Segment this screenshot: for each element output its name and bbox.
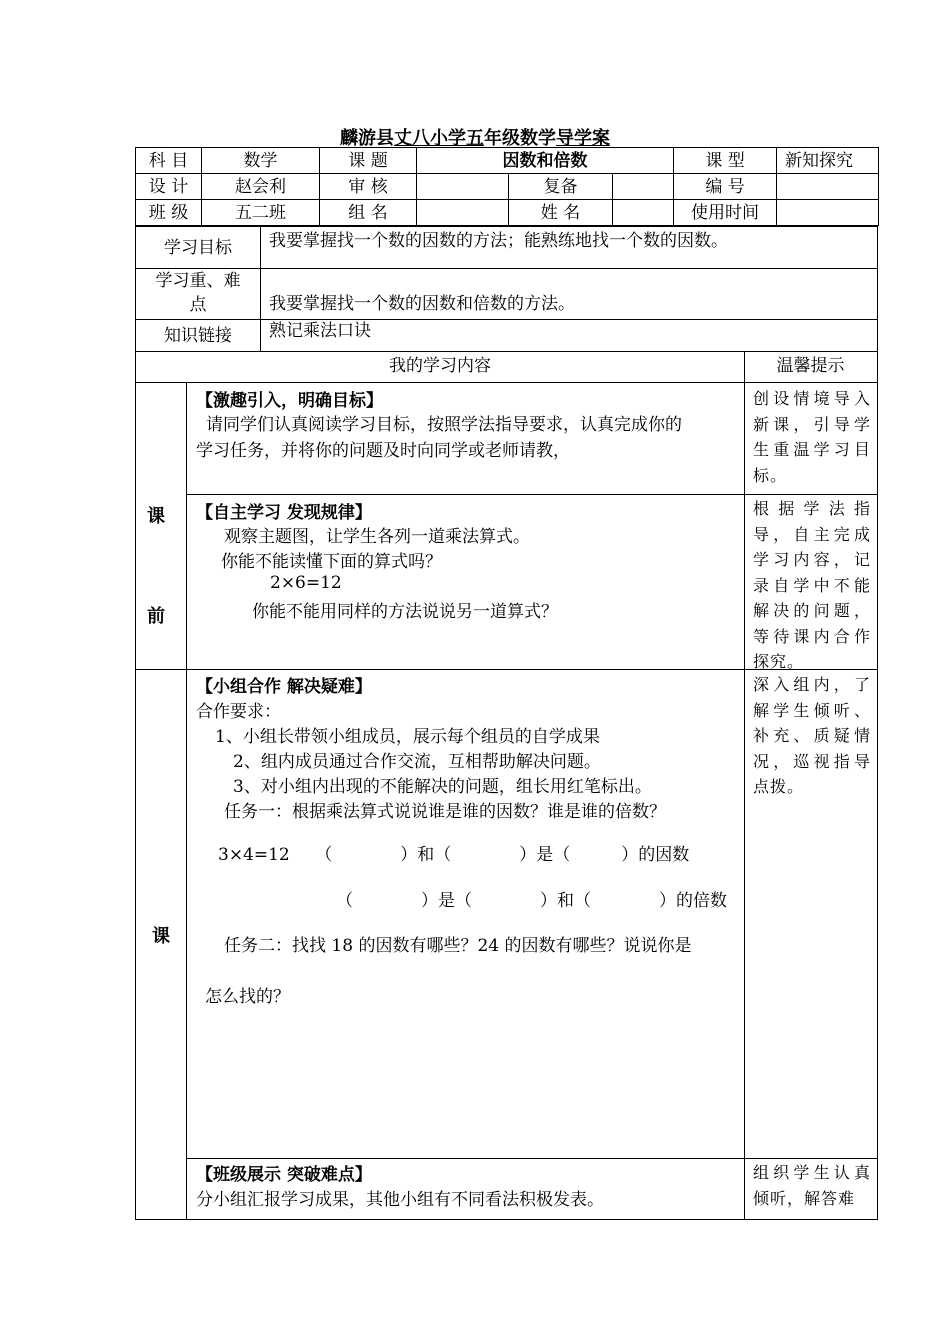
value-designer: 赵会利 [202, 174, 320, 200]
value-subject: 数学 [202, 148, 320, 174]
value-name [613, 200, 674, 226]
divider [186, 1158, 877, 1159]
value-type: 新知探究 [777, 148, 879, 174]
tip-text: 创设情境导入新课，引导学生重温学习目标。 [753, 389, 871, 485]
tip-text: 组织学生认真倾听，解答难 [753, 1163, 871, 1208]
divider [186, 382, 187, 1219]
divider [136, 382, 877, 383]
label-topic: 课 题 [320, 148, 417, 174]
section-heading: 【班级展示 突破难点】 [196, 1165, 372, 1185]
value-prep [613, 174, 674, 200]
fill-in-blank: （ ）是（ ）和（ ）的倍数 [336, 891, 727, 911]
side-label-pre1: 课 [147, 506, 165, 527]
section-heading: 【激趣引入，明确目标】 [196, 391, 383, 411]
text-line: 合作要求： [196, 702, 281, 722]
text-line: 分小组汇报学习成果，其他小组有不同看法积极发表。 [196, 1190, 604, 1210]
side-label-pre2: 前 [147, 606, 165, 627]
value-number [777, 174, 879, 200]
goals-text: 我要掌握找一个数的因数的方法；能熟练地找一个数的因数。 [269, 231, 728, 251]
value-reviewer [417, 174, 509, 200]
text-line: 1、小组长带领小组成员，展示每个组员的自学成果 [215, 727, 600, 747]
text-line: 你能不能用同样的方法说说另一道算式？ [252, 602, 558, 622]
key-text: 我要掌握找一个数的因数和倍数的方法。 [269, 294, 575, 314]
task-one: 任务一：根据乘法算式说说谁是谁的因数？谁是谁的倍数？ [224, 802, 666, 822]
key-label-line2: 点 [189, 295, 207, 315]
value-group [417, 200, 509, 226]
label-group: 组 名 [320, 200, 417, 226]
tip-text: 根据学法指导，自主完成学习内容，记录自学中不能解决的问题，等待课内合作探究。 [753, 499, 871, 671]
label-subject: 科 目 [136, 148, 202, 174]
value-topic: 因数和倍数 [417, 148, 674, 174]
task-two: 任务二：找找 18 的因数有哪些？24 的因数有哪些？说说你是 [224, 936, 692, 956]
label-type: 课 型 [674, 148, 777, 174]
objectives-block [135, 226, 878, 352]
info-table [135, 147, 879, 226]
section-heading: 【小组合作 解决疑难】 [196, 677, 372, 697]
label-name: 姓 名 [509, 200, 613, 226]
link-text: 熟记乘法口诀 [269, 321, 371, 341]
label-class: 班 级 [136, 200, 202, 226]
value-usage-time [777, 200, 879, 226]
text-line: 观察主题图，让学生各列一道乘法算式。 [224, 527, 530, 547]
label-number: 编 号 [674, 174, 777, 200]
divider [744, 352, 745, 1219]
text-line: 学习任务，并将你的问题及时向同学或老师请教， [196, 441, 570, 461]
content-header: 我的学习内容 [389, 356, 491, 376]
label-designer: 设 计 [136, 174, 202, 200]
text-line: 2、组内成员通过合作交流，互相帮助解决问题。 [233, 752, 601, 772]
goals-label: 学习目标 [164, 238, 232, 258]
section-heading: 【自主学习 发现规律】 [196, 503, 372, 523]
divider [186, 494, 877, 495]
label-usage-time: 使用时间 [674, 200, 777, 226]
equation: 2×6=12 [270, 573, 342, 593]
fill-in-blank: 3×4=12 （ ）和（ ）是（ ）的因数 [218, 845, 690, 865]
text-line: 你能不能读懂下面的算式吗？ [221, 552, 442, 572]
title-part: 麟游县 [340, 128, 394, 149]
side-label-in: 课 [152, 926, 170, 947]
title-part: 年级数学 [484, 128, 556, 149]
tip-text: 深入组内，了解学生倾听、补充、质疑情况，巡视指导点拨。 [753, 675, 871, 796]
value-class: 五二班 [202, 200, 320, 226]
key-label-line1: 学习重、难 [155, 271, 241, 291]
title-part-underlined: 丈八小学五 [394, 128, 484, 149]
divider [136, 319, 877, 320]
text-line: 请同学们认真阅读学习目标，按照学法指导要求，认真完成你的 [206, 415, 682, 435]
link-label: 知识链接 [164, 326, 232, 346]
tips-header: 温馨提示 [776, 356, 845, 376]
title-part-underlined: 导学案 [556, 128, 610, 149]
label-prep: 复备 [509, 174, 613, 200]
label-reviewer: 审 核 [320, 174, 417, 200]
divider [260, 227, 261, 351]
content-block [135, 351, 878, 1220]
text-line: 3、对小组内出现的不能解决的问题，组长用红笔标出。 [233, 777, 652, 797]
text-line: 怎么找的？ [205, 987, 290, 1007]
